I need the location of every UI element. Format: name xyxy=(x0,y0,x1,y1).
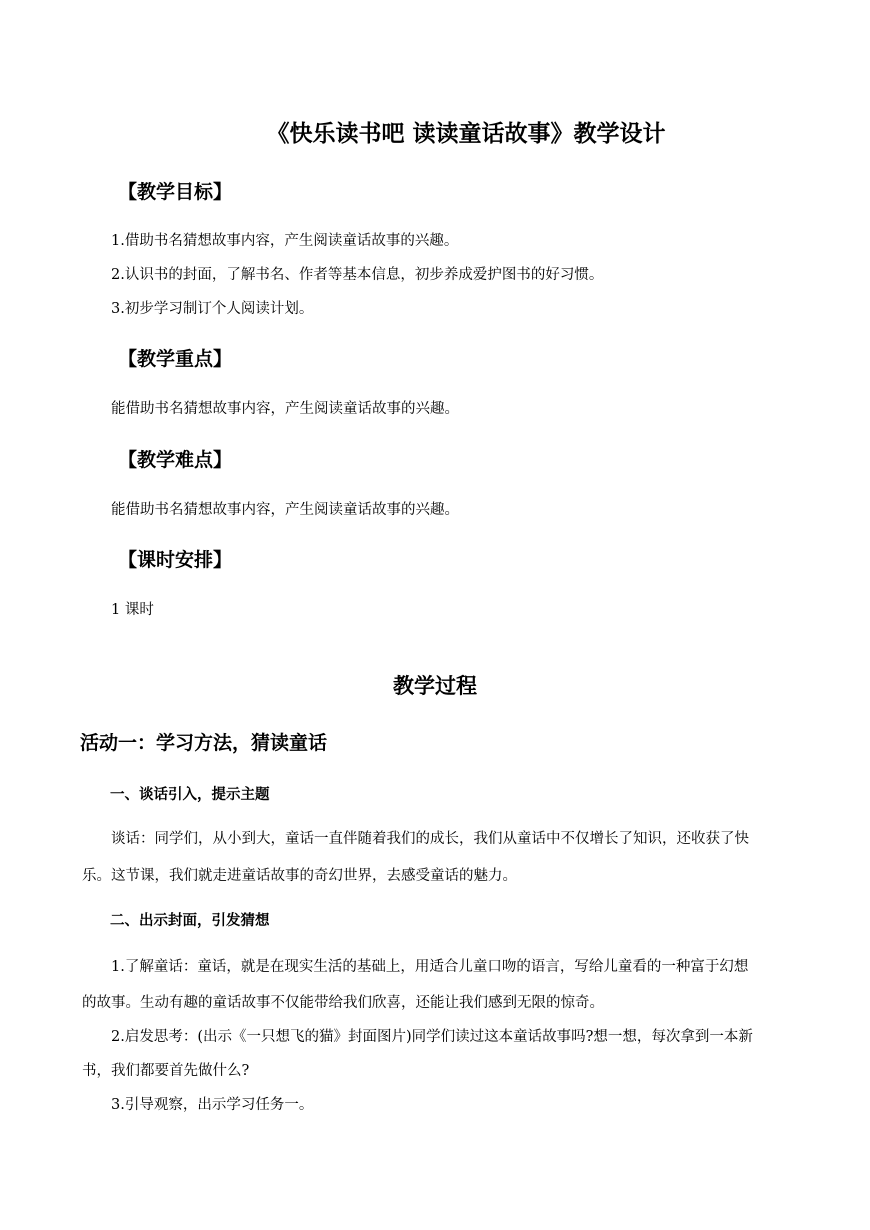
part-heading: 二、出示封面，引发猜想 xyxy=(110,913,270,929)
section-heading-difficulties: 【教学难点】 xyxy=(118,449,233,471)
section-heading-key-points: 【教学重点】 xyxy=(118,348,233,370)
part-heading: 一、谈话引入，提示主题 xyxy=(110,787,270,803)
difficulties-text: 能借助书名猜想故事内容，产生阅读童话故事的兴趣。 xyxy=(111,502,459,518)
paragraph-line: 2.启发思考：(出示《一只想飞的猫》封面图片)同学们读过这本童话故事吗?想一想，每次拿到一本新 xyxy=(111,1029,753,1045)
section-heading-objectives: 【教学目标】 xyxy=(118,181,233,203)
objective-item: 3.初步学习制订个人阅读计划。 xyxy=(111,301,314,317)
process-heading: 教学过程 xyxy=(393,674,477,698)
schedule-text: 1 课时 xyxy=(111,602,154,618)
paragraph-line: 乐。这节课，我们就走进童话故事的奇幻世界，去感受童话的魅力。 xyxy=(82,868,517,884)
paragraph-line: 1.了解童话：童话，就是在现实生活的基础上，用适合儿童口吻的语言，写给儿童看的一种富于幻想 xyxy=(111,959,749,975)
activity-heading: 活动一：学习方法，猜读童话 xyxy=(80,732,328,754)
objective-item: 2.认识书的封面，了解书名、作者等基本信息，初步养成爱护图书的好习惯。 xyxy=(111,267,604,283)
paragraph-line: 谈话：同学们，从小到大，童话一直伴随着我们的成长，我们从童话中不仅增长了知识，还收获了快 xyxy=(111,831,749,847)
section-heading-schedule: 【课时安排】 xyxy=(118,549,233,571)
paragraph-line: 书，我们都要首先做什么? xyxy=(82,1063,250,1079)
key-points-text: 能借助书名猜想故事内容，产生阅读童话故事的兴趣。 xyxy=(111,401,459,417)
document-title: 《快乐读书吧 读读童话故事》教学设计 xyxy=(266,120,666,147)
paragraph-line: 3.引导观察，出示学习任务一。 xyxy=(111,1097,314,1113)
paragraph-line: 的故事。生动有趣的童话故事不仅能带给我们欣喜，还能让我们感到无限的惊奇。 xyxy=(82,995,604,1011)
objective-item: 1.借助书名猜想故事内容，产生阅读童话故事的兴趣。 xyxy=(111,233,459,249)
